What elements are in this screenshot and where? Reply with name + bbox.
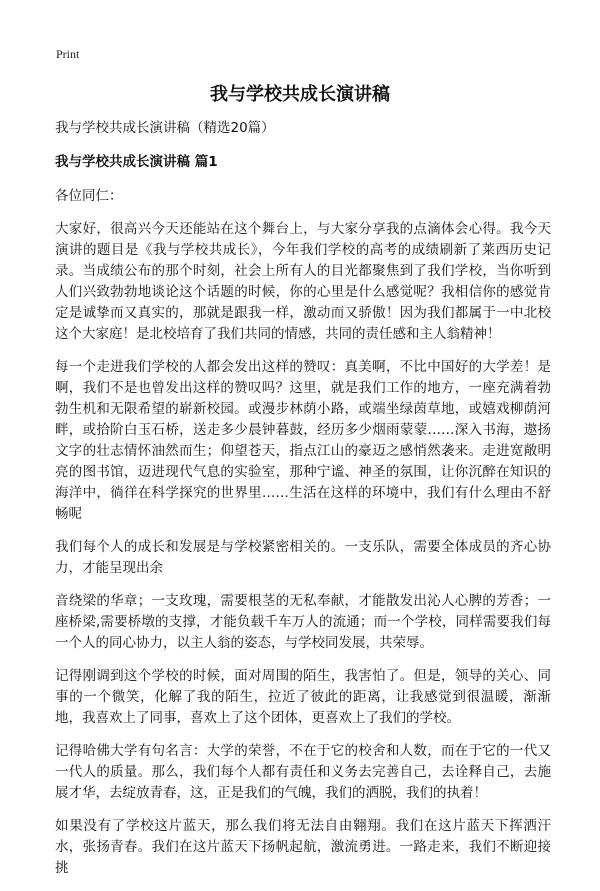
paragraph: 音绕梁的华章；一支玫瑰，需要根茎的无私奉献，才能散发出沁人心脾的芳香；一座桥梁,需要桥墩的支撑，才能负载千车万人的流通；而一个学校，同样需要我们每一个人的同心协力，以主人翁的姿态，与学校同发展，共荣辱。 [55,593,551,651]
paragraph: 每一个走进我们学校的人都会发出这样的赞叹：真美啊，不比中国好的大学差！是啊，我们不是也曾发出这样的赞叹吗？这里，就是我们工作的地方，一座充满着勃勃生机和无限希望的崭新校园。或漫步林荫小路，或端坐绿茵草地，或嬉戏柳荫河畔，或拾阶白玉石桥，送走多少晨钟暮鼓，经历多少烟雨蒙蒙……深入书海，遨扬文字的壮志情怀油然而生；仰望苍天，指点江山的豪迈之感悄然袭来。走进宽敞明亮的图书馆，迈进现代气息的实验室，那种宁谧、神圣的氛围，让你沉醉在知识的海洋中，徜徉在科学探究的世界里……生活在这样的环境中，我们有什么理由不舒畅呢 [55,359,551,522]
paragraph: 记得哈佛大学有句名言：大学的荣誉，不在于它的校舍和人数，而在于它的一代又一代人的质量。那么，我们每个人都有责任和义务去完善自己，去诠释自己，去施展才华，去绽放青春，这，正是我们的气魄，我们的洒脱，我们的执着！ [55,743,551,801]
paragraph: 如果没有了学校这片蓝天，那么我们将无法自由翱翔。我们在这片蓝天下挥洒汗水，张扬青春。我们在这片蓝天下扬帆起航，激流勇进。一路走来，我们不断迎接挑 [55,818,551,876]
print-link[interactable]: Print [56,47,80,61]
paragraph: 我们每个人的成长和发展是与学校紧密相关的。一支乐队，需要全体成员的齐心协力，才能呈现出余 [55,539,551,576]
salutation: 各位同仁： [55,188,123,204]
paragraph: 大家好，很高兴今天还能站在这个舞台上，与大家分享我的点滴体会心得。我今天演讲的题目是《我与学校共成长》，今年我们学校的高考的成绩刷新了莱西历史记录。当成绩公布的那个时刻，社会上所有人的目光都聚焦到了我们学校，当你听到人们兴致勃勃地谈论这个话题的时候，你的心里是什么感觉呢？我相信你的感觉肯定是诚挚而又真实的，那就是跟我一样，激动而又骄傲！因为我们都属于一中北校这个大家庭！是北校培育了我们共同的情感，共同的责任感和主人翁精神！ [55,221,551,342]
section-heading: 我与学校共成长演讲稿 篇1 [55,154,218,170]
document-body [55,118,551,891]
document-title: 我与学校共成长演讲稿 [210,84,390,105]
document-subtitle: 我与学校共成长演讲稿（精选20篇） [55,120,275,136]
paragraph: 记得刚调到这个学校的时候，面对周围的陌生，我害怕了。但是，领导的关心、同事的一个微笑，化解了我的陌生，拉近了彼此的距离，让我感觉到很温暖，渐渐地，我喜欢上了同事，喜欢上了这个团体，更喜欢上了我们的学校。 [55,668,551,726]
